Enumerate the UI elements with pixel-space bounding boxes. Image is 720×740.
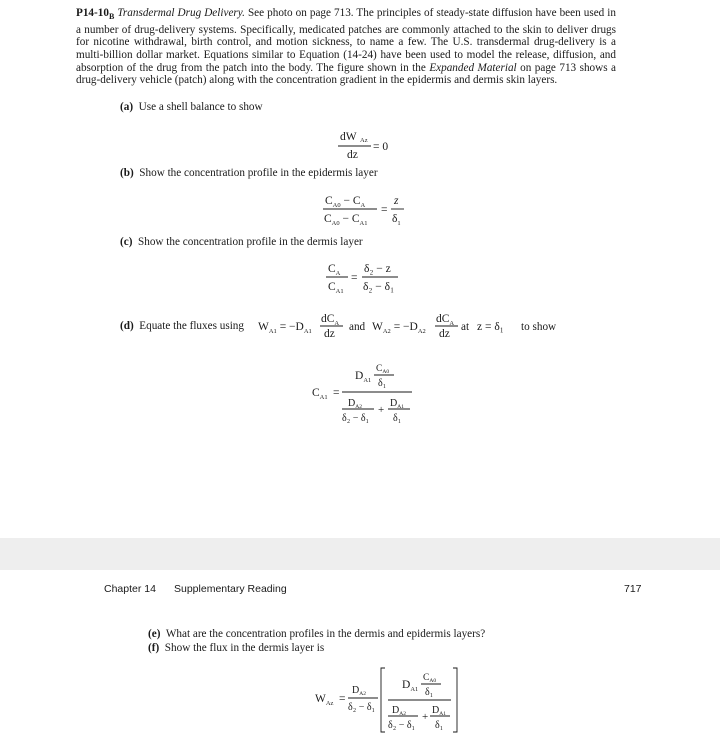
svg-text:CA1: $C_{A1}$ [328,281,344,295]
svg-text:CA: $C_A$ [328,263,341,277]
page-number: 717 [624,583,642,595]
eq-b-equals: = [381,204,388,216]
part-e-label: (e) [148,628,161,640]
eq-a-rhs: = 0 [373,141,389,153]
eq-f-D2: D [352,685,360,696]
eq-b-num: C [325,195,333,207]
svg-text:DA1: $D_{A1}$ [355,370,372,384]
eq-d-c0: C [376,364,383,374]
svg-text:WAz: $W_{Az}$ [315,693,334,707]
eq-f-D1: D [402,679,411,691]
part-d-text-4: to show [521,321,557,333]
part-a-label: (a) [120,101,134,113]
eq-d-frac1-num: dC [321,313,335,325]
part-d [120,320,244,333]
chapter-label: Chapter 14 [104,583,156,595]
eq-d-D: D [355,370,364,382]
eq-b-rhs-num: z [394,195,399,207]
eq-d-w1: W [258,321,269,333]
eq-f-equals: = [339,693,346,705]
eq-a-den: dz [347,149,358,161]
eq-d-d2d1: δ₂ − δ₁ [342,413,370,424]
eq-d-D2: D [348,398,356,409]
eq-a-num-sub: Az [360,137,368,144]
problem-text-1: See photo on page 713. The principles of steady-state diffusion have been used in a number of drug-delivery systems. Specifically, medicated patches are commonly attached to the skin to deliver drugs for nicotine withdrawal, birth control, and motion sickness, to name a few. The U.S. transdermal drug-delivery is a multi-billion dollar market. Equations similar to Equation (14-24) have been used to model the release, diffusion, and absorption of the drug from the patch into the body. The figure shown in the [76,7,616,74]
part-d-text-3: at [461,321,470,333]
eq-f-right-bracket [453,668,457,732]
eq-a-num: dW [340,131,357,143]
svg-text:DA1: $D_{A1}$ [390,398,404,410]
eq-d-frac2-num: dC [436,313,450,325]
equation-d-inline [258,308,588,338]
eq-f-d2d1-b: δ₂ − δ₁ [388,720,416,731]
equation-b [315,190,435,230]
part-f-text: Show the flux in the dermis layer is [164,642,325,654]
section-label: Supplementary Reading [174,583,287,595]
eq-b-rhs-den: δ [392,213,398,225]
part-b [120,167,378,180]
part-e [148,628,485,641]
svg-text:dCA: $dC_A$ [321,313,340,327]
part-c-text: Show the concentration profile in the dermis layer [138,236,363,248]
svg-text:DA1: $D_{A1}$ [402,679,419,693]
equation-c [320,258,440,298]
eq-d-cond: z = δ₁ [477,321,504,333]
eq-f-lhs: W [315,693,326,705]
eq-f-left-bracket [381,668,385,732]
svg-text:WA2 = −DA2: $W_{A2} = -D_{A2}$ [372,321,426,335]
eq-d-frac1-den: dz [324,328,335,338]
eq-d-w2: W [372,321,383,333]
equation-d [310,352,430,432]
svg-text:CA0 − CA: $C_{A0} - C_A$ [325,195,366,209]
eq-c-lhs-den: C [328,281,336,293]
eq-d-delta1: δ₁ [378,378,387,389]
eq-f-plus: + [422,711,429,723]
part-f-label: (f) [148,642,160,654]
eq-c-lhs-num: C [328,263,336,275]
problem-title: Transdermal Drug Delivery. [117,7,245,19]
svg-text:CA0 − CA1: $C_{A0} - C_{A1}$ [324,213,368,227]
part-d-label: (d) [120,320,134,332]
eq-f-delta1: δ₁ [425,687,434,698]
eq-d-lhs: C [312,387,320,399]
eq-d-plus: + [378,404,385,416]
eq-d-frac2-den: dz [439,328,450,338]
eq-c-rhs-num: δ₂ − z [364,263,391,275]
eq-d-delta1-b: δ₁ [393,413,402,424]
svg-text:δ1: $\delta_1$ [392,213,401,227]
part-b-label: (b) [120,167,134,179]
equation-f [312,660,482,740]
eq-f-D1b: D [432,705,440,716]
eq-f-c0: C [423,673,430,683]
svg-text:DA1: $D_{A1}$ [432,705,446,717]
svg-text:dCA: $dC_A$ [436,313,455,327]
eq-c-equals: = [351,272,358,284]
eq-f-D2b: D [392,705,400,716]
problem-number: $P14-10_B$ [76,7,115,22]
eq-b-den: C [324,213,332,225]
part-a-text: Use a shell balance to show [138,101,263,113]
eq-d-equals: = [333,387,340,399]
part-e-text: What are the concentration profiles in the dermis and epidermis layers? [165,628,486,640]
part-b-text: Show the concentration profile in the epidermis layer [139,167,378,179]
svg-text:CA0: $C_{A0}$ [376,364,390,375]
part-d-text-2: and [349,321,366,333]
eq-f-d2d1: δ₂ − δ₁ [348,702,376,713]
part-d-text-1: Equate the fluxes using [139,320,244,332]
part-c-label: (c) [120,236,133,248]
part-f [148,642,324,655]
part-c [120,236,363,249]
problem-text-2: on page 713 shows a drug-delivery vehicle (patch) along with the concentration gradient in the epidermis and dermis skin layers. [76,61,617,87]
problem-text-emph: Expanded Material [429,61,517,74]
eq-c-rhs-den: δ₂ − δ₁ [363,281,395,293]
problem-statement [76,7,616,87]
part-a [120,101,263,114]
svg-text:CA1: $C_{A1}$ [312,387,328,401]
eq-d-D1: D [390,398,398,409]
svg-text:DA2: $D_{A2}$ [348,398,362,410]
svg-text:DA2: $D_{A2}$ [392,705,406,717]
equation-a [320,126,440,166]
eq-f-delta1-b: δ₁ [435,720,444,731]
svg-text:WA1 = −DA1: $W_{A1} = -D_{A1}$ [258,321,312,335]
svg-text:CA0: $C_{A0}$ [423,673,437,684]
svg-text:DA2: $D_{A2}$ [352,685,366,697]
page-gap [0,538,720,570]
